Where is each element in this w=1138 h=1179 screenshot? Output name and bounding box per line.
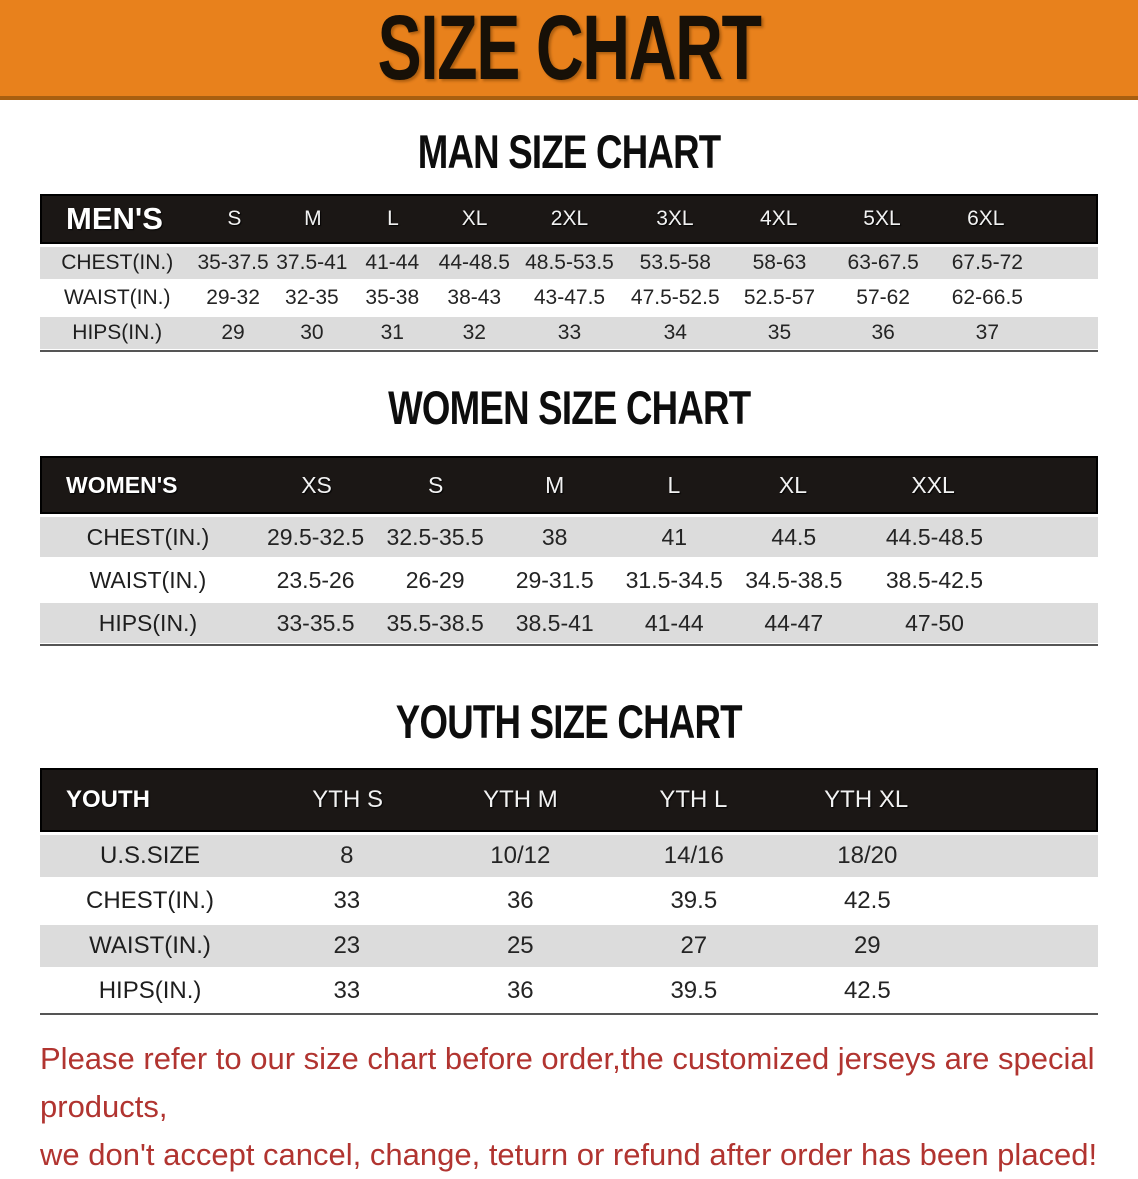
cell-value: 57-62 <box>856 286 910 309</box>
table-header-row <box>40 194 1098 244</box>
cell-value: 14/16 <box>663 842 724 869</box>
cell-value: 42.5 <box>843 887 891 914</box>
column-header: YTH XL <box>824 786 909 813</box>
column-header: YTH S <box>312 786 383 813</box>
column-header: XS <box>301 471 332 498</box>
table-row <box>40 560 1098 600</box>
cell-value: 33-35.5 <box>276 609 355 636</box>
cell-value: 44.5-48.5 <box>885 523 984 550</box>
table-row <box>40 247 1098 279</box>
table-row <box>40 835 1098 877</box>
row-label: WAIST(IN.) <box>89 932 211 959</box>
cell-value: 44.5 <box>771 523 817 550</box>
cell-value: 48.5-53.5 <box>525 251 614 274</box>
cell-value: 29-31.5 <box>515 566 594 593</box>
cell-value: 36 <box>871 321 895 344</box>
cell-value: 33 <box>333 977 361 1004</box>
section-heading-womens <box>0 382 1138 434</box>
column-header: 5XL <box>863 207 901 230</box>
size-table-womens <box>40 456 1098 646</box>
section-heading-text: MAN SIZE CHART <box>417 125 721 178</box>
cell-value: 47.5-52.5 <box>630 286 720 309</box>
cell-value: 25 <box>506 932 534 959</box>
banner-title: SIZE CHART <box>377 0 761 99</box>
cell-value: 31.5-34.5 <box>625 566 723 593</box>
disclaimer-line-1: Please refer to our size chart before order,the customized jerseys are special products, <box>40 1041 1095 1124</box>
disclaimer <box>40 1035 1118 1179</box>
cell-value: 42.5 <box>843 977 891 1004</box>
row-label: CHEST(IN.) <box>86 887 215 914</box>
corner-label: MEN'S <box>66 201 163 236</box>
cell-value: 36 <box>506 977 534 1004</box>
section-heading-mens <box>0 126 1138 178</box>
cell-value: 34.5-38.5 <box>745 566 843 593</box>
cell-value: 33 <box>557 321 582 344</box>
cell-value: 44-47 <box>764 609 824 636</box>
column-header: 3XL <box>656 207 694 230</box>
row-label: CHEST(IN.) <box>61 251 174 274</box>
section-womens <box>0 382 1138 646</box>
corner-label: YOUTH <box>66 786 150 813</box>
cell-value: 47-50 <box>905 609 964 636</box>
cell-value: 35-38 <box>365 286 420 309</box>
size-table-youth <box>40 768 1098 1015</box>
row-label: HIPS(IN.) <box>98 977 202 1004</box>
table-row <box>40 970 1098 1012</box>
table-header-row <box>40 768 1098 832</box>
row-label: HIPS(IN.) <box>98 609 198 636</box>
section-heading-youth <box>0 696 1138 748</box>
cell-value: 29 <box>853 932 881 959</box>
section-mens <box>0 126 1138 352</box>
section-heading-text: WOMEN SIZE CHART <box>387 381 751 434</box>
cell-value: 26-29 <box>405 566 465 593</box>
cell-value: 27 <box>680 932 708 959</box>
disclaimer-line-2: we don't accept cancel, change, teturn or refund after order has been placed! <box>40 1137 1098 1172</box>
cell-value: 38.5-42.5 <box>885 566 984 593</box>
cell-value: 33 <box>333 887 361 914</box>
column-header: S <box>227 207 242 230</box>
column-header: M <box>545 471 565 498</box>
row-label: HIPS(IN.) <box>72 321 163 344</box>
size-chart-banner <box>0 0 1138 100</box>
cell-value: 35-37.5 <box>197 251 269 274</box>
column-header: 6XL <box>967 207 1005 230</box>
cell-value: 67.5-72 <box>951 251 1023 274</box>
cell-value: 38.5-41 <box>515 609 594 636</box>
cell-value: 29.5-32.5 <box>267 523 365 550</box>
row-label: WAIST(IN.) <box>63 286 171 309</box>
column-header: S <box>427 471 444 498</box>
column-header: L <box>387 207 399 230</box>
table-row <box>40 282 1098 314</box>
cell-value: 32-35 <box>285 286 339 309</box>
row-label: CHEST(IN.) <box>86 523 210 550</box>
column-header: M <box>304 207 322 230</box>
cell-value: 29-32 <box>206 286 260 309</box>
cell-value: 43-47.5 <box>533 286 606 309</box>
column-header: 4XL <box>760 207 798 230</box>
column-header: YTH M <box>483 786 558 813</box>
column-header: XL <box>461 207 488 230</box>
cell-value: 37 <box>975 321 1000 344</box>
corner-label: WOMEN'S <box>66 471 178 498</box>
cell-value: 32.5-35.5 <box>386 523 484 550</box>
cell-value: 23.5-26 <box>276 566 355 593</box>
cell-value: 41 <box>661 523 688 550</box>
column-header: 2XL <box>550 207 589 230</box>
column-header: XL <box>778 471 807 498</box>
cell-value: 62-66.5 <box>951 286 1023 309</box>
table-row <box>40 925 1098 967</box>
cell-value: 30 <box>300 321 324 344</box>
cell-value: 32 <box>462 321 486 344</box>
cell-value: 44-48.5 <box>438 251 510 274</box>
cell-value: 63-67.5 <box>847 251 919 274</box>
table-row <box>40 517 1098 557</box>
size-table-mens <box>40 194 1098 352</box>
column-header: YTH L <box>659 786 728 813</box>
table-header-row <box>40 456 1098 514</box>
table-row <box>40 603 1098 643</box>
cell-value: 23 <box>333 932 361 959</box>
cell-value: 18/20 <box>837 842 898 869</box>
cell-value: 29 <box>221 321 245 344</box>
cell-value: 31 <box>380 321 404 344</box>
section-youth <box>0 696 1138 1015</box>
cell-value: 39.5 <box>670 977 718 1004</box>
cell-value: 39.5 <box>670 887 718 914</box>
cell-value: 8 <box>340 842 354 869</box>
cell-value: 38-43 <box>447 286 502 309</box>
cell-value: 35 <box>767 321 792 344</box>
cell-value: 37.5-41 <box>276 251 348 274</box>
row-label: U.S.SIZE <box>100 842 201 869</box>
section-heading-text: YOUTH SIZE CHART <box>396 695 742 748</box>
size-chart-sections <box>0 126 1138 1015</box>
cell-value: 36 <box>506 887 534 914</box>
cell-value: 53.5-58 <box>639 251 711 274</box>
cell-value: 38 <box>541 523 568 550</box>
table-row <box>40 880 1098 922</box>
cell-value: 35.5-38.5 <box>386 609 484 636</box>
table-row <box>40 317 1098 349</box>
column-header: L <box>667 471 681 498</box>
cell-value: 58-63 <box>752 251 807 274</box>
cell-value: 52.5-57 <box>743 286 816 309</box>
cell-value: 10/12 <box>490 842 551 869</box>
row-label: WAIST(IN.) <box>89 566 207 593</box>
cell-value: 41-44 <box>644 609 704 636</box>
cell-value: 41-44 <box>365 251 420 274</box>
cell-value: 34 <box>663 321 687 344</box>
column-header: XXL <box>911 471 955 498</box>
